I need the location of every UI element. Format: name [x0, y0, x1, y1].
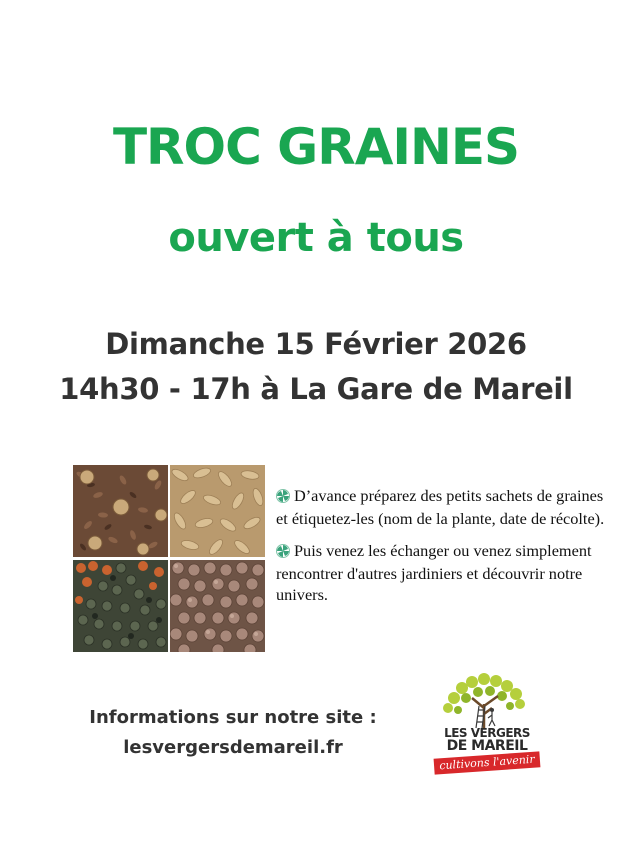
pinwheel-icon	[276, 487, 290, 508]
seed-photo-grain	[170, 465, 265, 557]
poster-title: TROC GRAINES	[112, 118, 520, 176]
seed-photo-flax-hazelnut	[73, 465, 168, 557]
info-label: Informations sur notre site :	[89, 707, 377, 728]
seed-photo-peas	[170, 560, 265, 652]
tips-list	[276, 485, 606, 616]
website-link[interactable]: lesvergersdemareil.fr	[123, 737, 343, 758]
les-vergers-logo	[432, 672, 542, 782]
event-time-place: 14h30 - 17h à La Gare de Mareil	[59, 372, 573, 406]
pinwheel-icon	[276, 542, 290, 563]
logo-slogan: cultivons l'avenir	[434, 751, 541, 774]
poster-subtitle: ouvert à tous	[168, 215, 464, 261]
seed-photo-lentils	[73, 560, 168, 652]
event-date: Dimanche 15 Février 2026	[105, 327, 527, 361]
logo-line2: DE MAREIL	[446, 738, 528, 754]
tip-exchange: Puis venez les échanger ou venez simplement rencontrer d'autres jardiniers et découvrir notre univers.	[276, 541, 592, 604]
logo-line1: LES VERGERS	[444, 726, 530, 740]
info-block	[58, 703, 408, 763]
tip-prepare: D’avance préparez des petits sachets de graines et étiquetez-les (nom de la plante, date de récolte).	[276, 486, 605, 528]
